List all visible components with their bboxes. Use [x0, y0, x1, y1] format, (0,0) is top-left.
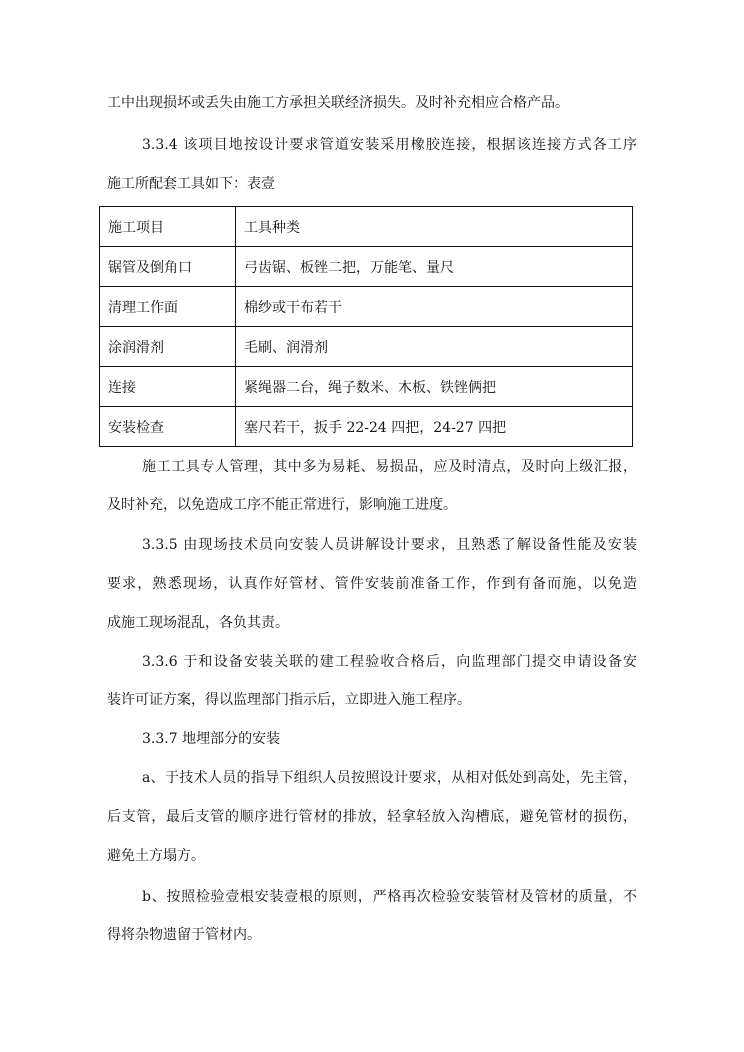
paragraph-line: 3.3.5 由现场技术员向安装人员讲解设计要求，且熟悉了解设备性能及安装 [142, 537, 637, 553]
table-cell: 塞尺若干，扳手 22-24 四把，24-27 四把 [236, 407, 633, 447]
paragraph-line: 成施工现场混乱，各负其责。 [107, 615, 289, 631]
paragraph-line: 装许可证方案，得以监理部门指示后，立即进入施工程序。 [107, 692, 471, 708]
table-cell: 连接 [100, 367, 236, 407]
table-cell: 安装检查 [100, 407, 236, 447]
paragraph-line: 避免土方塌方。 [107, 848, 205, 864]
table-cell: 毛刷、润滑剂 [236, 327, 633, 367]
table-cell: 棉纱或干布若干 [236, 287, 633, 327]
table-cell: 紧绳器二台，绳子数米、木板、铁锉俩把 [236, 367, 633, 407]
paragraph-line: 3.3.4 该项目地按设计要求管道安装采用橡胶连接，根据该连接方式各工序 [142, 137, 637, 153]
table-cell: 涂润滑剂 [100, 327, 236, 367]
paragraph-line: 后支管，最后支管的顺序进行管材的排放，轻拿轻放入沟槽底，避免管材的损伤， [107, 809, 637, 825]
section-heading: 3.3.7 地埋部分的安装 [142, 731, 281, 747]
paragraph-line: 要求，熟悉现场，认真作好管材、管件安装前准备工作，作到有备而施，以免造 [107, 576, 637, 592]
paragraph-line: 得将杂物遗留于管材内。 [107, 927, 261, 943]
table-header-cell: 施工项目 [100, 207, 236, 247]
paragraph-line: b、按照检验壹根安装壹根的原则，严格再次检验安装管材及管材的质量，不 [142, 889, 637, 905]
paragraph-line: 及时补充，以免造成工序不能正常进行，影响施工进度。 [107, 497, 457, 513]
table-header-row [100, 207, 633, 247]
paragraph-line: 施工工具专人管理，其中多为易耗、易损品，应及时清点，及时向上级汇报， [142, 459, 637, 475]
paragraph-line: 工中出现损坏或丢失由施工方承担关联经济损失。及时补充相应合格产品。 [107, 95, 569, 111]
table-row [100, 327, 633, 367]
paragraph-line: a、于技术人员的指导下组织人员按照设计要求，从相对低处到高处，先主管， [142, 770, 637, 786]
table-row [100, 407, 633, 447]
table-row [100, 287, 633, 327]
table-header-cell: 工具种类 [236, 207, 633, 247]
table-row [100, 247, 633, 287]
tools-table [99, 206, 633, 447]
table-row [100, 367, 633, 407]
paragraph-line: 3.3.6 于和设备安装关联的建工程验收合格后，向监理部门提交申请设备安 [142, 654, 637, 670]
table-cell: 弓齿锯、板锉二把，万能笔、量尺 [236, 247, 633, 287]
table-cell: 锯管及倒角口 [100, 247, 236, 287]
paragraph-line: 施工所配套工具如下：表壹 [107, 176, 275, 192]
table-cell: 清理工作面 [100, 287, 236, 327]
